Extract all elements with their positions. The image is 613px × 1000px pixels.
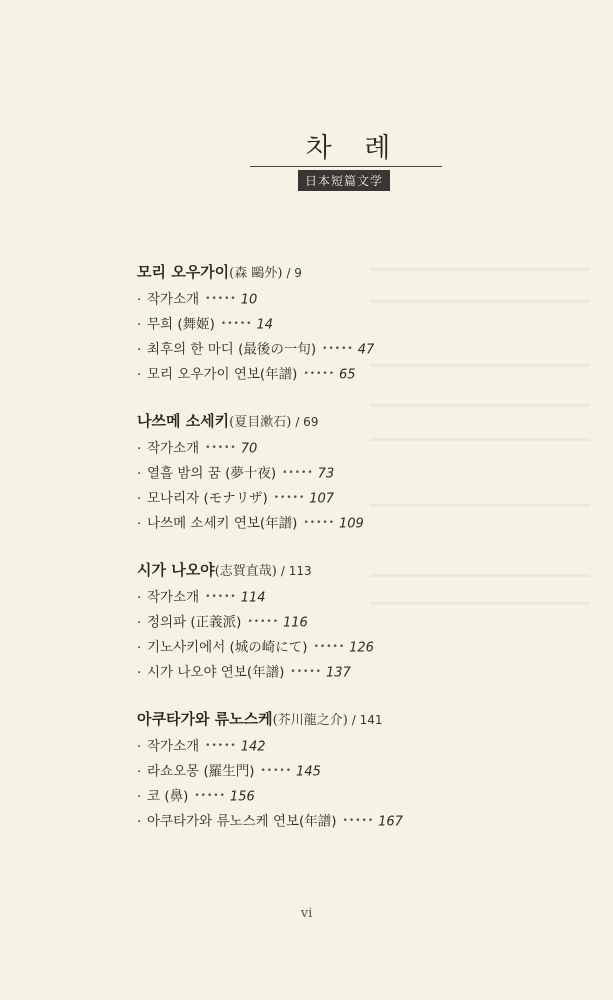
leader-dots: ••••• [205,592,237,602]
leader-dots: ••••• [247,617,279,627]
author-name: 아쿠타가와 류노스케 [137,710,273,728]
entry-page: 142 [240,739,266,755]
title-divider [250,166,442,167]
bullet-icon: · [137,316,142,333]
author-hanja: (志賀直哉) [214,564,277,579]
bullet-icon: · [137,490,142,507]
bullet-icon: · [137,341,142,358]
entry-title: 모나리자 (モナリザ) [147,490,268,507]
bullet-icon: · [137,291,142,308]
entry-title: 작가소개 [147,738,200,755]
leader-dots: ••••• [290,667,322,677]
entry-title: 열흘 밤의 꿈 (夢十夜) [147,465,277,482]
toc-entry[interactable] [137,287,577,312]
toc-entry[interactable] [137,312,577,337]
entry-page: 70 [240,441,258,457]
author-heading [137,407,577,436]
toc-entry[interactable] [137,585,577,610]
toc-list [137,258,577,854]
entry-title: 시가 나오야 연보(年譜) [147,664,285,681]
toc-header [250,132,442,191]
bullet-icon: · [137,614,142,631]
entry-page: 47 [357,342,375,358]
entry-title: 아쿠타가와 류노스케 연보(年譜) [147,813,337,830]
entry-title: 나쓰메 소세키 연보(年譜) [147,515,298,532]
author-heading [137,258,577,287]
leader-dots: ••••• [303,369,335,379]
entry-page: 145 [296,764,321,780]
bullet-icon: · [137,589,142,606]
entry-title: 모리 오우가이 연보(年譜) [147,366,298,383]
author-hanja: (森 鷗外) [229,266,283,281]
toc-entry[interactable] [137,511,577,536]
entry-title: 작가소개 [147,440,200,457]
entry-page: 14 [256,317,274,333]
bullet-icon: · [137,738,142,755]
leader-dots: ••••• [322,344,354,354]
leader-dots: ••••• [303,518,335,528]
toc-entry[interactable] [137,759,577,784]
leader-dots: ••••• [282,468,314,478]
leader-dots: ••••• [205,294,237,304]
toc-entry[interactable] [137,660,577,685]
entry-title: 기노사키에서 (城の崎にて) [147,639,308,656]
entry-title: 코 (鼻) [147,788,189,805]
leader-dots: ••••• [260,766,293,776]
author-name: 시가 나오야 [137,561,215,579]
author-hanja: (夏目漱石) [229,415,292,430]
bullet-icon: · [137,639,142,656]
author-page: / 113 [280,564,312,578]
entry-page: 73 [317,466,335,482]
leader-dots: ••••• [205,443,237,453]
leader-dots: ••••• [220,319,253,329]
entry-page: 167 [378,814,403,830]
bullet-icon: · [137,813,142,830]
series-label: 日本短篇文学 [298,170,390,191]
author-hanja: (芥川龍之介) [272,713,348,728]
entry-page: 107 [309,491,335,507]
bullet-icon: · [137,664,142,681]
author-name: 모리 오우가이 [137,263,230,281]
entry-page: 137 [325,665,351,681]
author-heading [137,705,577,734]
entry-page: 109 [339,516,364,532]
leader-dots: ••••• [194,791,226,801]
entry-title: 무희 (舞姬) [147,316,215,333]
leader-dots: ••••• [273,493,306,503]
toc-entry[interactable] [137,362,577,387]
toc-section [137,407,577,536]
entry-page: 65 [339,367,356,383]
leader-dots: ••••• [205,741,237,751]
entry-title: 정의파 (正義派) [147,614,242,631]
entry-page: 126 [349,640,374,656]
toc-entry[interactable] [137,809,577,834]
author-heading [137,556,577,585]
toc-entry[interactable] [137,486,577,511]
toc-entry[interactable] [137,734,577,759]
bullet-icon: · [137,440,142,457]
toc-entry[interactable] [137,436,577,461]
toc-section [137,258,577,387]
page-title: 차 례 [305,133,403,164]
leader-dots: ••••• [313,642,346,652]
entry-page: 114 [240,590,266,606]
bullet-icon: · [137,465,142,482]
leader-dots: ••••• [342,816,375,826]
bullet-icon: · [137,788,142,805]
toc-section [137,556,577,685]
entry-title: 라쇼오몽 (羅生門) [147,763,255,780]
author-page: / 9 [286,266,302,280]
toc-entry[interactable] [137,461,577,486]
bullet-icon: · [137,515,142,532]
entry-page: 156 [229,789,255,805]
toc-entry[interactable] [137,635,577,660]
bullet-icon: · [137,763,142,780]
entry-page: 10 [240,292,258,308]
toc-entry[interactable] [137,784,577,809]
page-number: vi [300,906,313,921]
toc-section [137,705,577,834]
toc-entry[interactable] [137,337,577,362]
author-page: / 141 [351,713,383,727]
entry-title: 작가소개 [147,291,200,308]
bullet-icon: · [137,366,142,383]
toc-entry[interactable] [137,610,577,635]
author-name: 나쓰메 소세키 [137,412,230,430]
entry-title: 작가소개 [147,589,200,606]
entry-title: 최후의 한 마디 (最後の一句) [147,341,317,358]
entry-page: 116 [283,615,308,631]
author-page: / 69 [295,415,319,429]
